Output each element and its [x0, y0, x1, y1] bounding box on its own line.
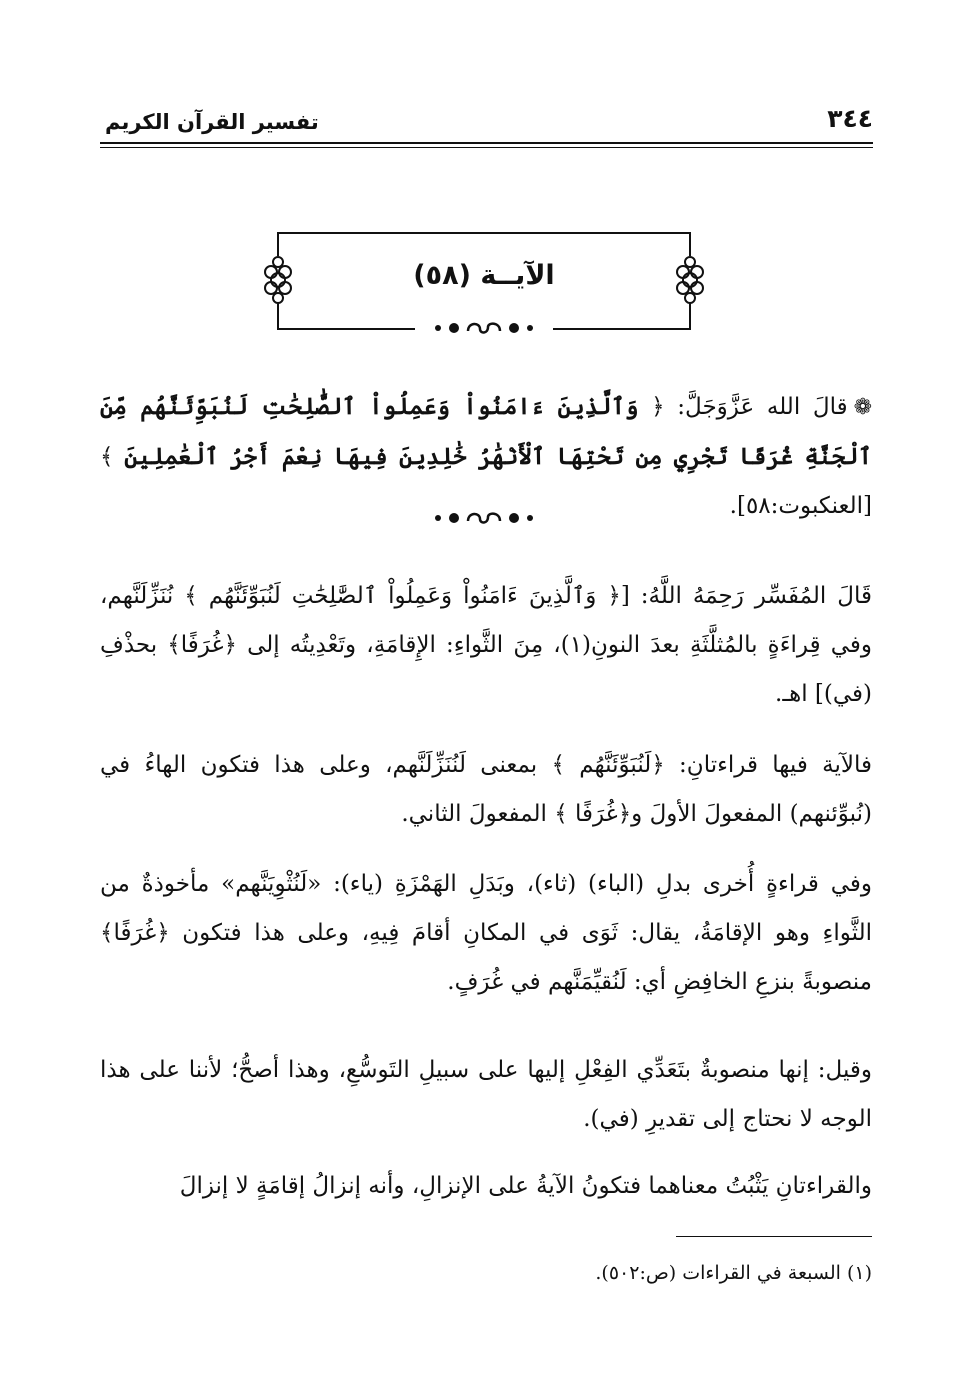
- frame-bottom-line-right: [553, 328, 691, 330]
- frame-bottom-line-left: [277, 328, 415, 330]
- verse-reference: ﴾ [العنكبوت:٥٨].: [100, 444, 872, 519]
- alternate-view-paragraph: وقيل: إنها منصوبةٌ بتَعَدِّي الفِعْلِ إليها على سبيلِ التَوسُّعِ، وهذا أصحُّ؛ لأننا على هذا الوجه لا نحتاج إلى تقديرِ (في).: [100, 1057, 872, 1132]
- frame-top-line: [277, 232, 691, 234]
- ayah-heading-frame: [277, 232, 691, 330]
- commentary-paragraph: قَالَ المُفَسِّر رَحِمَهُ اللَّهُ: [﴿ وَٱلَّذِينَ ءَامَنُواْ وَعَمِلُواْ ٱلصَّٰلِحَٰتِ لَنُبَوِّئَنَّهُم ﴾ نُنَزِّلَنَّهم، وفي قِراءَةٍ بالمُثلَّثَةِ بعدَ النونِ(١)، مِنَ الثَّواءِ: الإِقامَةِ، وتَعْدِيتُه إلى ﴿غُرَفًا﴾ بحذْفِ (في)] اهـ.: [100, 583, 872, 707]
- readings-paragraph: فالآية فيها قراءتانِ: ﴿لَنُبَوِّئَنَّهُم ﴾ بمعنى لَنُنَزِّلَنَّهم، وعلى هذا فتكون الهاءُ في (نُبوِّئنهم) المفعولَ الأولَ و﴿غُرَفًا ﴾ المفعولَ الثاني.: [100, 752, 872, 827]
- divider-ornament-icon: [424, 508, 544, 528]
- footnote: (١) السبعة في القراءات (ص:٥٠٢).: [595, 1262, 872, 1284]
- ayah-heading: الآيــة (٥٨): [413, 260, 555, 291]
- verse-text: وَٱلَّذِينَ ءَامَنُواْ وَعَمِلُواْ ٱلصَّٰلِحَٰتِ لَنُبَوِّئَنَّهُم مِّنَ ٱلْجَنَّةِ غُرَفًا تَجْرِي مِن تَحْتِهَا ٱلْأَنْهَٰرُ خَٰلِدِينَ فِيهَا نِعْمَ أَجْرُ ٱلْعَٰمِلِينَ: [100, 393, 872, 470]
- book-title: تفسير القرآن الكريم: [105, 110, 319, 134]
- second-reading-paragraph: وفي قراءةٍ أُخرى بدلِ (الباء) (ثاء)، وبَدَلِ الهَمْزَةِ (ياء): «لَنُثْوِيَنَّهم» مأخوذةٌ من الثَّواءِ وهو الإقامَةُ، يقال: ثَوَى في المكانِ أقامَ فِيهِ، وعلى هذا فتكون ﴿غُرَفًا﴾ منصوبةً بنزعِ الخافِضِ أي: لَنُقيِّمَنَّهم في غُرَفٍ.: [100, 871, 872, 995]
- verse-intro: قالَ الله عَزَّوَجَلَّ: ﴿: [651, 394, 848, 420]
- page-number: ٣٤٤: [827, 104, 873, 133]
- footnote-rule: [676, 1236, 872, 1237]
- divider-ornament-icon: [424, 318, 544, 338]
- conclusion-paragraph: والقراءتانِ يَثْبُتُ معناهما فتكونُ الآيةُ على الإنزالِ، وأنه إنزالُ إقامَةٍ لا إنزالَ: [179, 1173, 872, 1199]
- rosette-icon: ❁: [853, 395, 873, 420]
- header-rule-thin: [100, 147, 873, 148]
- header-rule: [100, 142, 873, 144]
